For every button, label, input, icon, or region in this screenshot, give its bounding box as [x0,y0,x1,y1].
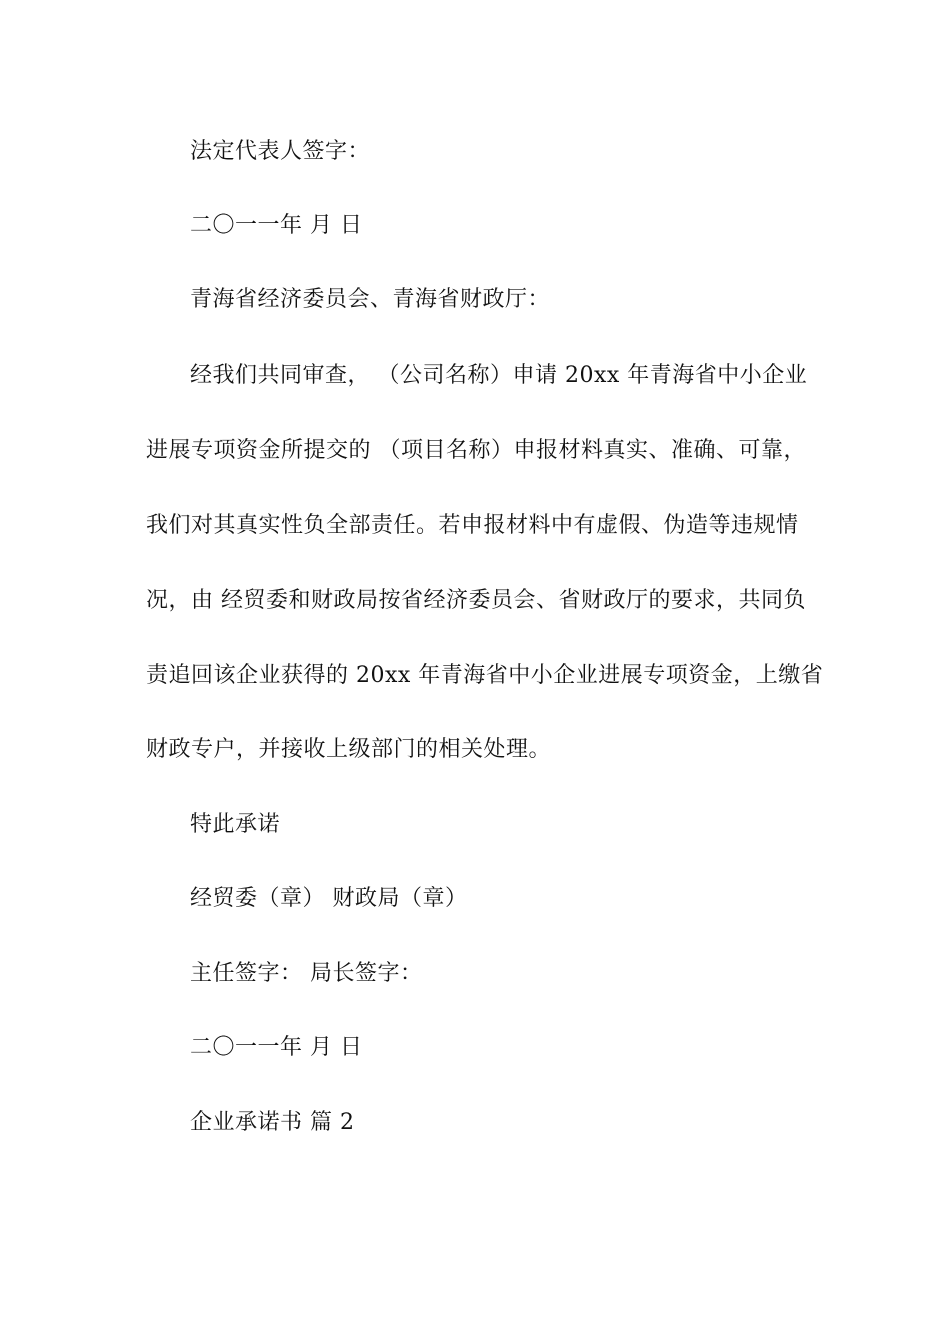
date-line-1: 二〇一一年 月 日 [190,213,363,238]
addressee-line: 青海省经济委员会、青海省财政厅： [190,287,551,312]
paragraph-line-2: 进展专项资金所提交的 （项目名称）申报材料真实、准确、可靠， [146,438,806,463]
paragraph-line-3: 我们对其真实性负全部责任。若申报材料中有虚假、伪造等违规情 [146,513,799,538]
paragraph-line-5: 责追回该企业获得的 20xx 年青海省中小企业进展专项资金，上缴省 [146,663,824,688]
commitment-statement: 特此承诺 [190,812,281,837]
paragraph-line-1: 经我们共同审查， （公司名称）申请 20xx 年青海省中小企业 [190,363,808,388]
legal-rep-signature-line: 法定代表人签字： [190,139,371,164]
paragraph-line-4: 况，由 经贸委和财政局按省经济委员会、省财政厅的要求，共同负 [146,588,806,613]
date-line-2: 二〇一一年 月 日 [190,1035,363,1060]
section-title: 企业承诺书 篇 2 [190,1110,355,1135]
seal-line: 经贸委（章） 财政局（章） [190,886,468,911]
director-signature-line: 主任签字： 局长签字： [190,961,423,986]
paragraph-line-6: 财政专户，并接收上级部门的相关处理。 [146,737,552,762]
